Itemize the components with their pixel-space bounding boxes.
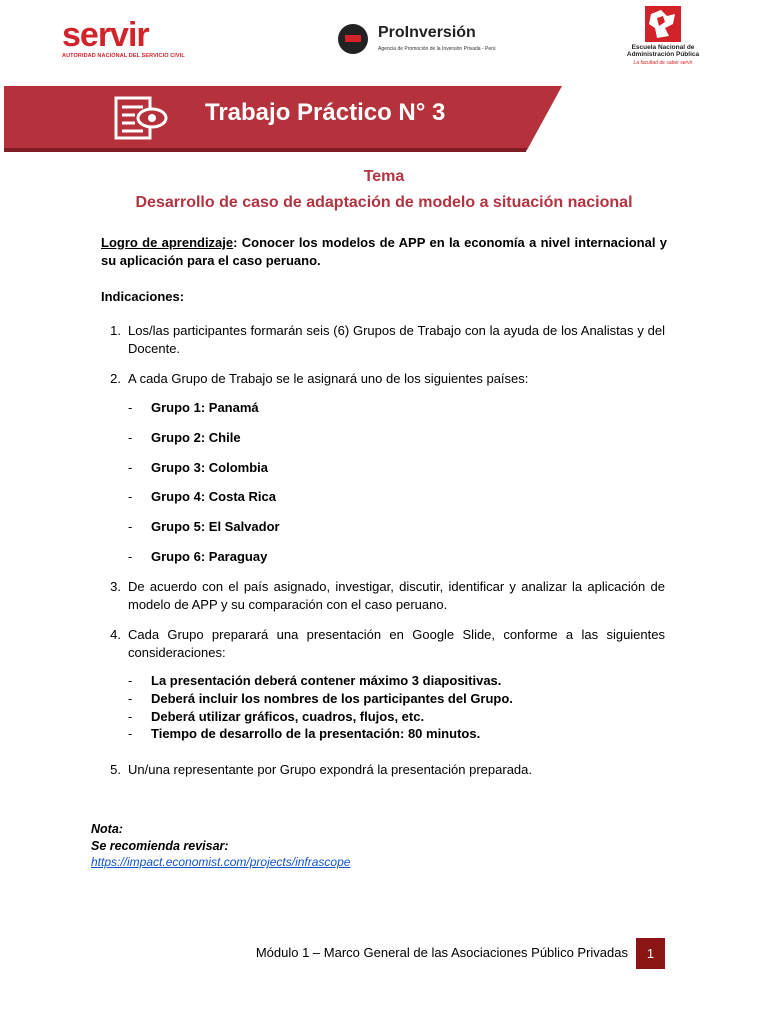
enap-line1: Escuela Nacional de xyxy=(631,44,695,51)
grupo-item: Grupo 3: Colombia xyxy=(151,460,268,475)
item-number: 4. xyxy=(110,627,121,642)
list-item: Cada Grupo preparará una presentación en Google Slide, conforme a las siguientes consideraciones: xyxy=(128,627,665,660)
document-eye-icon xyxy=(113,95,169,141)
logro-text: : Conocer los modelos de APP en la economía a nivel internacional y su aplicación para el caso peruano. xyxy=(101,235,667,268)
consideracion-item: Tiempo de desarrollo de la presentación: 80 minutos. xyxy=(151,726,481,741)
consideracion-item: Deberá incluir los nombres de los participantes del Grupo. xyxy=(151,691,513,706)
footer-text: Módulo 1 – Marco General de las Asociaciones Público Privadas xyxy=(255,945,628,960)
list-item: A cada Grupo de Trabajo se le asignará uno de los siguientes países: xyxy=(128,371,529,386)
item-number: 3. xyxy=(110,579,121,594)
tema-subtitle: Desarrollo de caso de adaptación de modelo a situación nacional xyxy=(135,194,633,211)
item-number: 1. xyxy=(110,323,121,338)
dash-bullet: - xyxy=(128,726,133,741)
grupo-item: Grupo 6: Paraguay xyxy=(151,549,268,564)
grupo-item: Grupo 2: Chile xyxy=(151,430,241,445)
list-item: De acuerdo con el país asignado, investigar, discutir, identificar y analizar la aplicación de modelo de APP y su comparación con el caso peruano. xyxy=(128,579,665,612)
dash-bullet: - xyxy=(128,549,133,564)
enap-line2: Administración Pública xyxy=(626,51,700,58)
grupo-item: Grupo 5: El Salvador xyxy=(151,519,280,534)
grupo-item: Grupo 4: Costa Rica xyxy=(151,489,276,504)
dash-bullet: - xyxy=(128,519,133,534)
page-number: 1 xyxy=(636,938,665,969)
dash-bullet: - xyxy=(128,460,133,475)
enap-mark-icon xyxy=(645,6,681,42)
dash-bullet: - xyxy=(128,709,133,724)
servir-logo-word: servir xyxy=(62,16,149,54)
dash-bullet: - xyxy=(128,430,133,445)
nota-label: Nota: xyxy=(91,822,123,836)
consideracion-item: Deberá utilizar gráficos, cuadros, flujos, etc. xyxy=(151,709,425,724)
nota-text: Se recomienda revisar: xyxy=(91,839,229,853)
enap-tagline: La facultad de saber servir xyxy=(633,60,693,66)
dash-bullet: - xyxy=(128,673,133,688)
list-item: Un/una representante por Grupo expondrá la presentación preparada. xyxy=(128,762,532,777)
proinversion-logo-word: ProInversión xyxy=(378,24,476,41)
infrascope-link[interactable]: https://impact.economist.com/projects/infrascope xyxy=(91,855,351,869)
logro-paragraph xyxy=(101,234,667,270)
item-number: 5. xyxy=(110,762,121,777)
grupo-item: Grupo 1: Panamá xyxy=(151,400,259,415)
servir-logo xyxy=(62,18,192,58)
enap-logo xyxy=(620,6,706,76)
dash-bullet: - xyxy=(128,489,133,504)
dash-bullet: - xyxy=(128,400,133,415)
banner-title: Trabajo Práctico N° 3 xyxy=(205,99,446,126)
consideracion-item: La presentación deberá contener máximo 3 diapositivas. xyxy=(151,673,502,688)
proinversion-logo xyxy=(338,22,518,58)
tema-heading: Tema xyxy=(363,168,405,185)
dash-bullet: - xyxy=(128,691,133,706)
item-number: 2. xyxy=(110,371,121,386)
servir-logo-subtitle: AUTORIDAD NACIONAL DEL SERVICIO CIVIL xyxy=(62,53,185,59)
list-item: Los/las participantes formarán seis (6) Grupos de Trabajo con la ayuda de los Analistas y del Docente. xyxy=(128,323,665,356)
indicaciones-heading: Indicaciones: xyxy=(101,289,185,304)
logro-label: Logro de aprendizaje xyxy=(101,235,234,250)
proinversion-logo-subtitle: Agencia de Promoción de la Inversión Privada - Perú xyxy=(378,46,496,52)
proinversion-mark-icon xyxy=(338,24,368,54)
